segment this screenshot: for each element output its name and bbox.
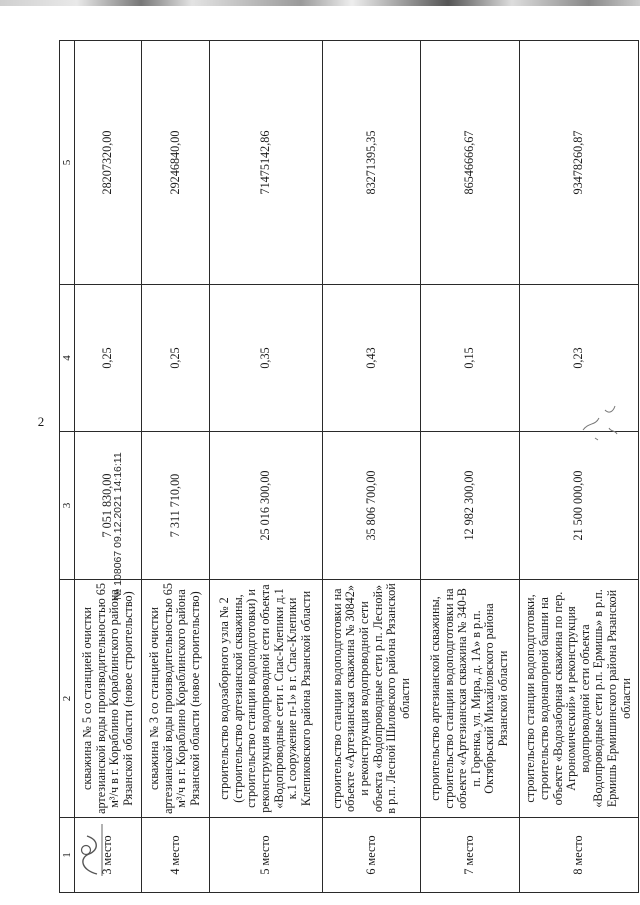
place-cell: 8 место xyxy=(519,818,638,893)
table-row xyxy=(519,41,638,893)
rotated-page xyxy=(59,41,639,893)
table-row xyxy=(74,41,141,893)
total-cell: 71475142,86 xyxy=(209,41,322,285)
amount-cell: 7 311 710,00 xyxy=(142,432,209,580)
rate-cell: 0,23 xyxy=(519,285,638,432)
header-cell: 1 xyxy=(60,818,75,893)
total-cell: 28207320,00 xyxy=(74,41,141,285)
place-cell: 6 место xyxy=(322,818,420,893)
table-row xyxy=(209,41,322,893)
description-cell: строительство станции водоподготовки, строительство водонапорной башни на объекте «Водозаборная скважина по пер. Агрономический» и реконструкция водопроводной сети объекта «Водопроводные сети р.п. Ермишь» в р.п. Ермишь Ермишинского района Рязанской области xyxy=(519,580,638,818)
table-row xyxy=(322,41,420,893)
table-row xyxy=(142,41,209,893)
table-row xyxy=(421,41,519,893)
rate-cell: 0,15 xyxy=(421,285,519,432)
document-system-logo-icon xyxy=(75,820,105,880)
amount-cell: 12 982 300,00 xyxy=(421,432,519,580)
rate-cell: 0,25 xyxy=(74,285,141,432)
description-cell: строительство артезианской скважины, строительство станции водоподготовки на объекте «Артезианская скважина № 340-В п. Горенка, ул. Мира, д. 1А» в р.п. Октябрьский Михайловского района Рязанской области xyxy=(421,580,519,818)
description-cell: скважина № 3 со станцией очистки артезианской воды производительностью 65 м³/ч в г. Кораблино Кораблинского района Рязанской области (новое строительство) xyxy=(142,580,209,818)
amount-cell: 21 500 000,00 xyxy=(519,432,638,580)
place-cell: 5 место xyxy=(209,818,322,893)
header-cell: 5 xyxy=(60,41,75,285)
data-table xyxy=(59,40,639,893)
header-cell: 3 xyxy=(60,432,75,580)
place-cell: 4 место xyxy=(142,818,209,893)
description-cell: скважина № 5 со станцией очистки артезианской воды производительностью 65 м³/ч в г. Кораблино Кораблинского района Рязанской области (новое строительство) xyxy=(74,580,141,818)
header-cell: 4 xyxy=(60,285,75,432)
header-cell: 2 xyxy=(60,580,75,818)
amount-cell: 35 806 700,00 xyxy=(322,432,420,580)
total-cell: 83271395,35 xyxy=(322,41,420,285)
rate-cell: 0,35 xyxy=(209,285,322,432)
scan-edge xyxy=(0,0,640,6)
amount-cell: 7 051 830,00 xyxy=(74,432,141,580)
place-cell: 7 место xyxy=(421,818,519,893)
rate-cell: 0,25 xyxy=(142,285,209,432)
handwritten-mark xyxy=(575,400,625,445)
total-cell: 86546666,67 xyxy=(421,41,519,285)
place-cell: 3 место xyxy=(74,818,141,893)
rate-cell: 0,43 xyxy=(322,285,420,432)
total-cell: 93478260,87 xyxy=(519,41,638,285)
table-header-row xyxy=(60,41,75,893)
total-cell: 29246840,00 xyxy=(142,41,209,285)
document-stamp: № 108067 09.12.2021 14:16:11 xyxy=(112,452,124,600)
page-number: 2 xyxy=(37,414,45,429)
description-cell: строительство водозаборного узла № 2 (строительство артезианской скважины, строительство станции водоподготовки) и реконструкция водопроводной сети объекта «Водопроводные сети г. Спас-Клепики д.1 к.1 сооружение п-1» в г. Спас-Клепики Клепиковского района Рязанской области xyxy=(209,580,322,818)
amount-cell: 25 016 300,00 xyxy=(209,432,322,580)
description-cell: строительство станции водоподготовки на объекте «Артезианская скважина № 30842» и реконструкция водопроводной сети объекта «Водопроводные сети р.п. Лесной» в р.п. Лесной Шиловского района Рязанской области xyxy=(322,580,420,818)
